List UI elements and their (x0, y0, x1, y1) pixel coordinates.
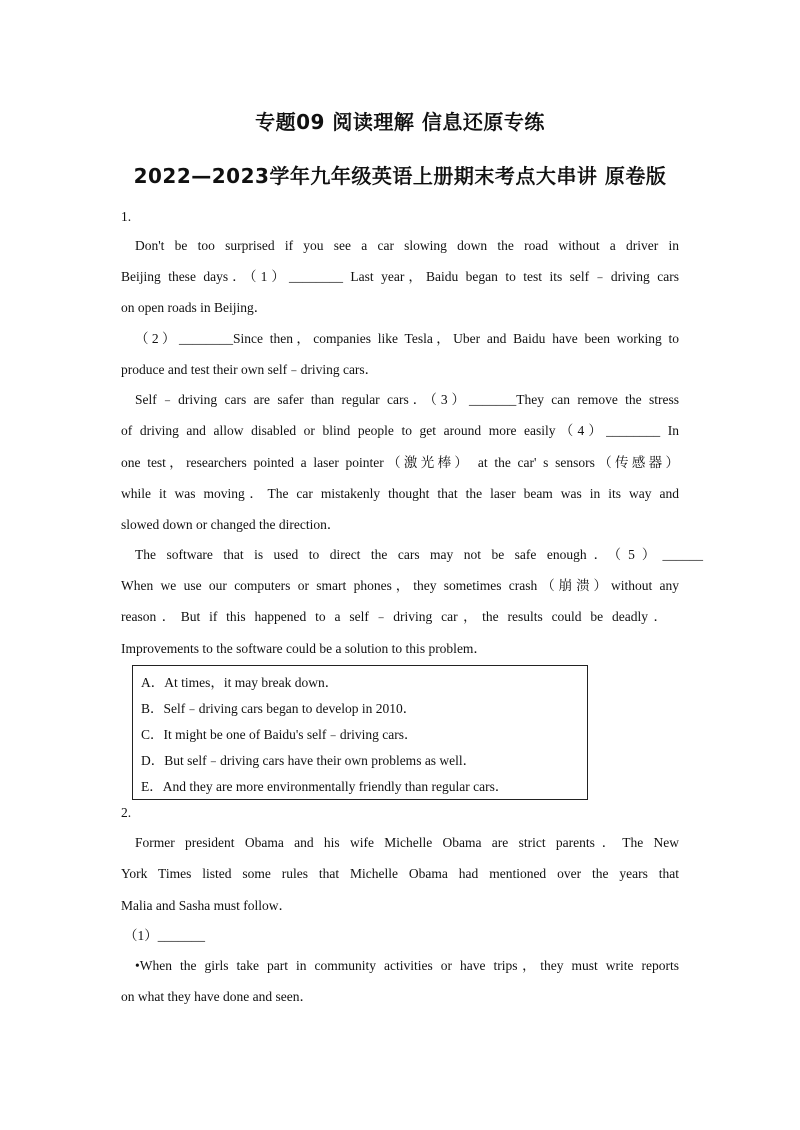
passage-line: York Times listed some rules that Michelle Obama had mentioned over the years that (121, 866, 679, 881)
passage-line: Former president Obama and his wife Michelle Obama are strict parents．The New (135, 835, 679, 850)
passage-line: The software that is used to direct the cars may not be safe enough．（5）______ (135, 547, 703, 562)
passage-line: （1）_______ (124, 928, 205, 943)
option-e: E．And they are more environmentally friendly than regular cars． (141, 779, 509, 794)
passage-line: reason．But if this happened to a self﹣driving car，the results could be deadly． (121, 609, 667, 624)
question-number: 2. (121, 805, 132, 820)
passage-line: slowed down or changed the direction． (121, 517, 341, 532)
passage-line: （2）________Since then，companies like Tesla，Uber and Baidu have been working to (135, 331, 679, 346)
passage-line: on what they have done and seen． (121, 989, 313, 1004)
page-title: 专题09 阅读理解 信息还原专练 (255, 110, 545, 134)
passage-line: •When the girls take part in community activities or have trips，they must write reports (135, 958, 679, 973)
options-box (132, 665, 588, 800)
passage-line: Don't be too surprised if you see a car slowing down the road without a driver in (135, 238, 679, 253)
option-c: C．It might be one of Baidu's self﹣driving cars． (141, 727, 418, 742)
option-a: A．At times，it may break down． (141, 675, 339, 690)
passage-line: Malia and Sasha must follow． (121, 898, 292, 913)
passage-line: Improvements to the software could be a solution to this problem． (121, 641, 487, 656)
passage-line: one test，researchers pointed a laser pointer（激光棒） at the car' s sensors（传感器） (121, 455, 679, 470)
page-subtitle: 2022—2023学年九年级英语上册期末考点大串讲 原卷版 (133, 164, 667, 188)
passage-line: while it was moving．The car mistakenly thought that the laser beam was in its way and (121, 486, 679, 501)
question-number: 1. (121, 209, 132, 224)
passage-line: produce and test their own self﹣driving cars． (121, 362, 379, 377)
passage-line: on open roads in Beijing． (121, 300, 268, 315)
option-b: B．Self﹣driving cars began to develop in 2010． (141, 701, 417, 716)
option-d: D．But self﹣driving cars have their own problems as well． (141, 753, 477, 768)
passage-line: Beijing these days．（1）________ Last year，Baidu began to test its self﹣driving cars (121, 269, 679, 284)
passage-line: When we use our computers or smart phones，they sometimes crash（崩溃）without any (121, 578, 679, 593)
passage-line: Self﹣driving cars are safer than regular cars．（3）_______They can remove the stress (135, 392, 679, 407)
passage-line: of driving and allow disabled or blind people to get around more easily（4）________ In (121, 423, 679, 438)
